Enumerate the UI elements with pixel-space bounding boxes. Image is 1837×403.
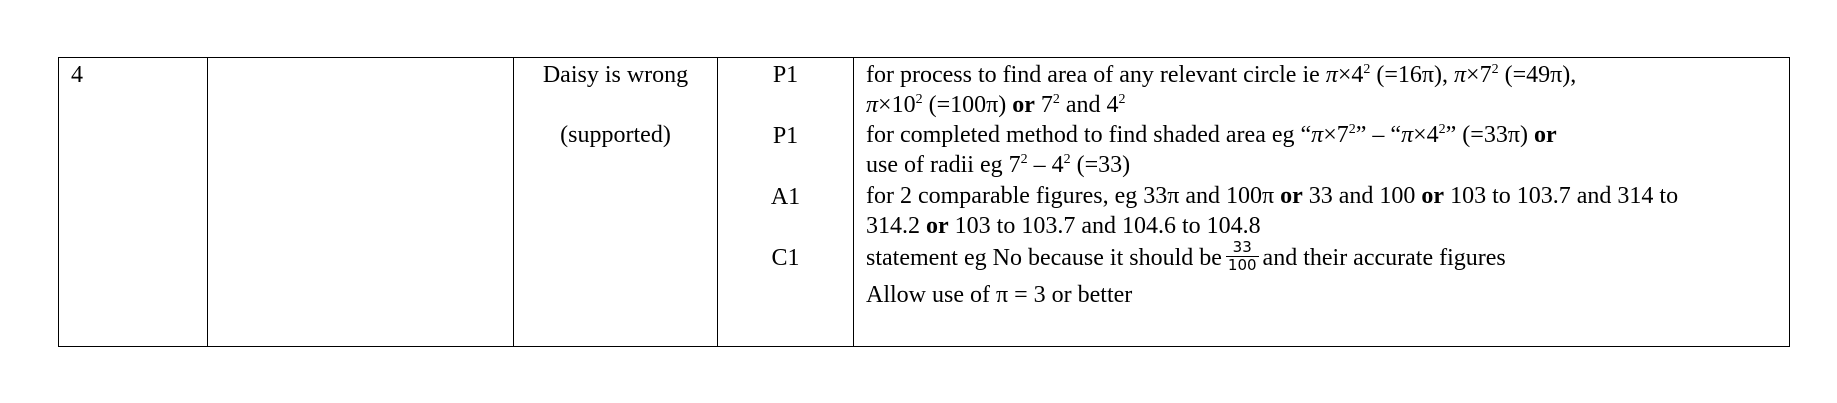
mark-scheme-table <box>58 57 1790 347</box>
question-number-cell <box>59 58 208 347</box>
mark-c1: C1 <box>771 245 800 271</box>
table-row <box>59 58 1790 347</box>
mark-a1: A1 <box>770 184 801 210</box>
mark-p1-process: P1 <box>772 62 799 88</box>
guidance-p1-process: for process to find area of any relevant circle ie $\pi\times 4^2$ (=16π), $\pi\times 7^2$ (=49π), $\pi\times 10^2$ (=100π) or $7^2$ and $4^2$ <box>866 62 1577 118</box>
answer-cell <box>514 58 718 347</box>
guidance-cell <box>854 58 1790 347</box>
working-cell <box>208 58 514 347</box>
guidance-c1: statement eg No because it should be $\frac{33}{100}$ and their accurate figures <box>866 237 1506 274</box>
question-number: 4 <box>71 62 83 88</box>
guidance-p1-method: for completed method to find shaded area eg “$\pi\times 7^2$” – “$\pi\times 4^2$” (=33π) or use of radii eg $7^2 - 4^2$ (=33) <box>866 122 1557 178</box>
answer-qualifier: (supported) <box>560 122 671 148</box>
answer-text: Daisy is wrong <box>542 62 689 88</box>
fraction: $\frac{33}{100}$ <box>1227 237 1257 274</box>
marks-cell <box>718 58 854 347</box>
guidance-a1: for 2 comparable figures, eg 33π and 100π or 33 and 100 or 103 to 103.7 and 314 to 314.2 or 103 to 103.7 and 104.6 to 104.8 <box>866 183 1679 239</box>
guidance-allowance: Allow use of π = 3 or better <box>866 282 1133 308</box>
mark-p1-method: P1 <box>772 123 799 149</box>
